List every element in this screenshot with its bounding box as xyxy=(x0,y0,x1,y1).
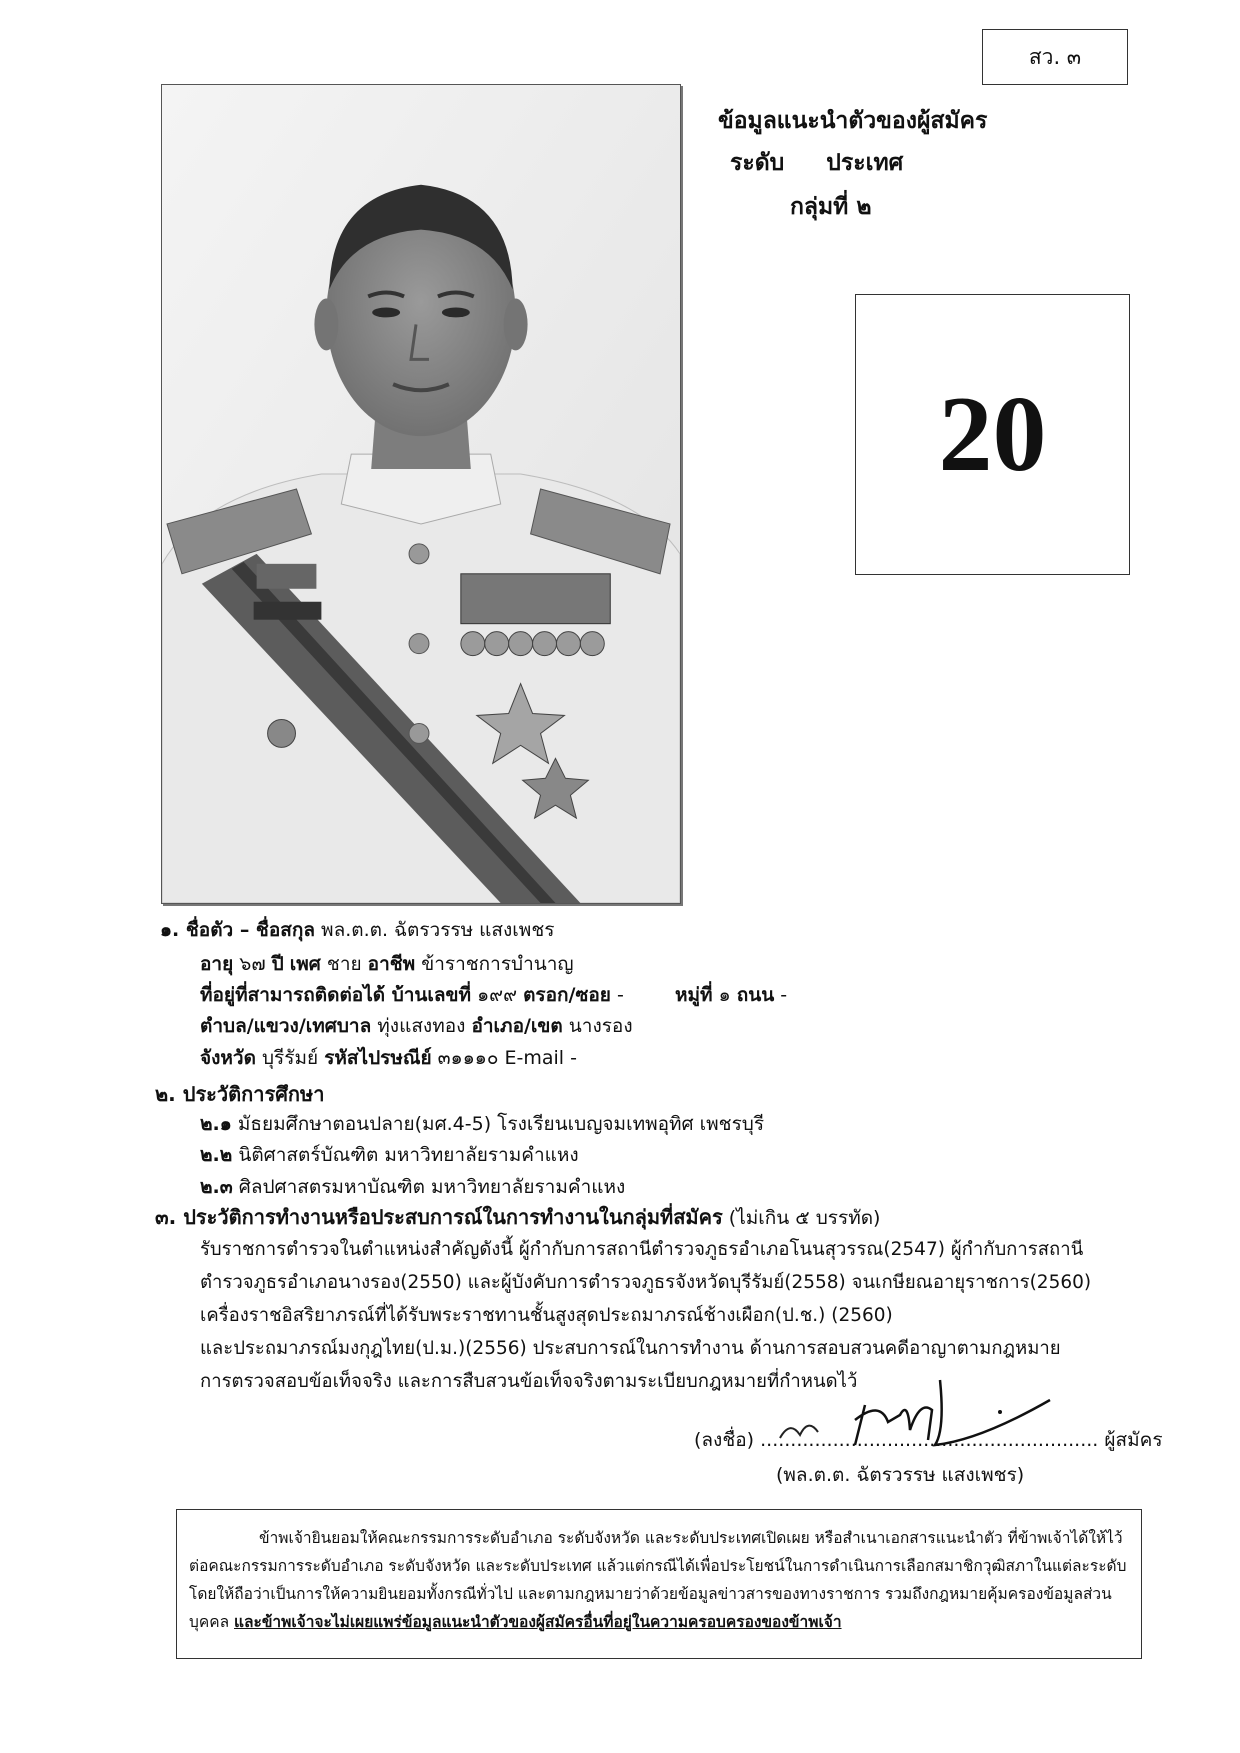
moo-line xyxy=(675,982,787,1008)
education-item-no: ๒.๒ xyxy=(200,1144,233,1166)
form-code-box xyxy=(982,29,1128,85)
gender-label: เพศ xyxy=(289,953,321,975)
gender-value: ชาย xyxy=(326,953,362,975)
education-item-no: ๒.๓ xyxy=(200,1176,233,1198)
consent-emphasis: และข้าพเจ้าจะไม่เผยแพร่ข้อมูลแนะนำตัวของผู้สมัครอื่นที่อยู่ในความครอบครองของข้าพเจ้า xyxy=(234,1613,842,1631)
age-label: อายุ xyxy=(200,953,234,975)
road-label: ถนน xyxy=(736,984,775,1006)
subdistrict-label: ตำบล/แขวง/เทศบาล xyxy=(200,1015,372,1037)
work-line: เครื่องราชอิสริยาภรณ์ที่ได้รับพระราชทานชั้นสูงสุดประถมาภรณ์ช้างเผือก(ป.ช.) (2560) xyxy=(200,1305,893,1326)
name-heading: ๑. ชื่อตัว – ชื่อสกุล xyxy=(160,919,315,941)
work-heading: ๓. ประวัติการทำงานหรือประสบการณ์ในการทำงานในกลุ่มที่สมัคร xyxy=(155,1205,723,1229)
road-value: - xyxy=(780,984,788,1006)
education-item-no: ๒.๑ xyxy=(200,1113,232,1135)
occupation-label: อาชีพ xyxy=(367,953,416,975)
consent-box xyxy=(176,1509,1142,1659)
province-line xyxy=(200,1045,577,1071)
education-item xyxy=(200,1142,579,1168)
applicant-photo xyxy=(161,84,681,904)
province-value: บุรีรัมย์ xyxy=(262,1047,319,1069)
postal-label: รหัสไปรษณีย์ xyxy=(324,1047,432,1069)
moo-label: หมู่ที่ xyxy=(675,984,713,1006)
address-label: ที่อยู่ที่สามารถติดต่อได้ บ้านเลขที่ xyxy=(200,984,472,1006)
age-value: ๖๗ xyxy=(239,953,266,975)
signature-line xyxy=(694,1427,1163,1453)
education-heading: ๒. ประวัติการศึกษา xyxy=(155,1082,325,1106)
work-heading-line xyxy=(155,1204,880,1231)
education-item-text: นิติศาสตร์บัณฑิต มหาวิทยาลัยรามคำแหง xyxy=(238,1144,579,1166)
work-line: รับราชการตำรวจในตำแหน่งสำคัญดังนี้ ผู้กำกับการสถานีตำรวจภูธรอำเภอโนนสุวรรณ(2547) ผู้กำกับการสถานี xyxy=(200,1239,1084,1260)
handwritten-signature xyxy=(760,1360,1060,1470)
district-label: อำเภอ/เขต xyxy=(471,1015,563,1037)
work-line: การตรวจสอบข้อเท็จจริง และการสืบสวนข้อเท็จจริงตามระเบียบกฎหมายที่กำหนดไว้ xyxy=(200,1371,858,1392)
occupation-value: ข้าราชการบำนาญ xyxy=(421,953,574,975)
email-value: - xyxy=(570,1047,577,1069)
consent-text: ข้าพเจ้ายินยอมให้คณะกรรมการระดับอำเภอ ระดับจังหวัด และระดับประเทศเปิดเผย หรือสำเนาเอกสารแนะนำตัว ที่ข้าพเจ้าได้ให้ไว้ต่อคณะกรรมการระดับอำเภอ ระดับจังหวัด และระดับประเทศ แล้วแต่กรณีได้เพื่อประโยชน์ในการดำเนินการเลือกสมาชิกวุฒิสภาในแต่ละระดับ โดยให้ถือว่าเป็นการให้ความยินยอมทั้งกรณีทั่วไป และตามกฎหมายว่าด้วยข้อมูลข่าวสารของทางราชการ รวมถึงกฎหมายคุ้มครองข้อมูลส่วนบุคคล xyxy=(189,1529,1127,1631)
email-label: E-mail xyxy=(504,1047,565,1069)
province-label: จังหวัด xyxy=(200,1047,256,1069)
form-code: สว. ๓ xyxy=(1028,44,1082,69)
level-line xyxy=(730,145,903,181)
signature-dots: ........................................................ xyxy=(760,1429,1099,1451)
applicant-number: 20 xyxy=(938,374,1047,494)
level-label: ระดับ xyxy=(730,150,785,176)
name-line xyxy=(160,917,554,943)
age-line xyxy=(200,951,574,977)
education-item-text: ศิลปศาสตรมหาบัณฑิต มหาวิทยาลัยรามคำแหง xyxy=(238,1176,626,1198)
district-value: นางรอง xyxy=(568,1015,633,1037)
address-line xyxy=(200,982,624,1008)
signature-printed-name: (พล.ต.ต. ฉัตรวรรษ แสงเพชร) xyxy=(776,1464,1025,1486)
subdistrict-line xyxy=(200,1013,633,1039)
portrait-illustration xyxy=(162,85,680,903)
education-item-text: มัธยมศึกษาตอนปลาย(มศ.4-5) โรงเรียนเบญจมเทพอุทิศ เพชรบุรี xyxy=(237,1113,765,1135)
age-unit: ปี xyxy=(271,953,284,975)
alley-label: ตรอก/ซอย xyxy=(523,984,611,1006)
house-number: ๑๙๙ xyxy=(477,984,518,1006)
alley-value: - xyxy=(616,984,624,1006)
document-title: ข้อมูลแนะนำตัวของผู้สมัคร xyxy=(718,108,988,134)
work-line: และประถมาภรณ์มงกุฎไทย(ป.ม.)(2556) ประสบการณ์ในการทำงาน ด้านการสอบสวนคดีอาญาตามกฎหมาย xyxy=(200,1338,1061,1359)
applicant-number-box xyxy=(855,294,1130,575)
work-note: (ไม่เกิน ๕ บรรทัด) xyxy=(728,1207,881,1229)
subdistrict-value: ทุ่งแสงทอง xyxy=(377,1015,466,1037)
moo-value: ๑ xyxy=(718,984,731,1006)
applicant-name: พล.ต.ต. ฉัตรวรรษ แสงเพชร xyxy=(321,919,555,941)
signature-label: (ลงชื่อ) xyxy=(694,1429,755,1451)
work-line: ตำรวจภูธรอำเภอนางรอง(2550) และผู้บังคับการตำรวจภูธรจังหวัดบุรีรัมย์(2558) จนเกษียณอายุราชการ(2560) xyxy=(200,1272,1092,1293)
education-item xyxy=(200,1174,625,1200)
level-value: ประเทศ xyxy=(826,150,904,176)
signature-role: ผู้สมัคร xyxy=(1104,1429,1163,1451)
group-label: กลุ่มที่ ๒ xyxy=(790,194,872,220)
postal-value: ๓๑๑๑๐ xyxy=(437,1047,499,1069)
education-item xyxy=(200,1111,764,1137)
